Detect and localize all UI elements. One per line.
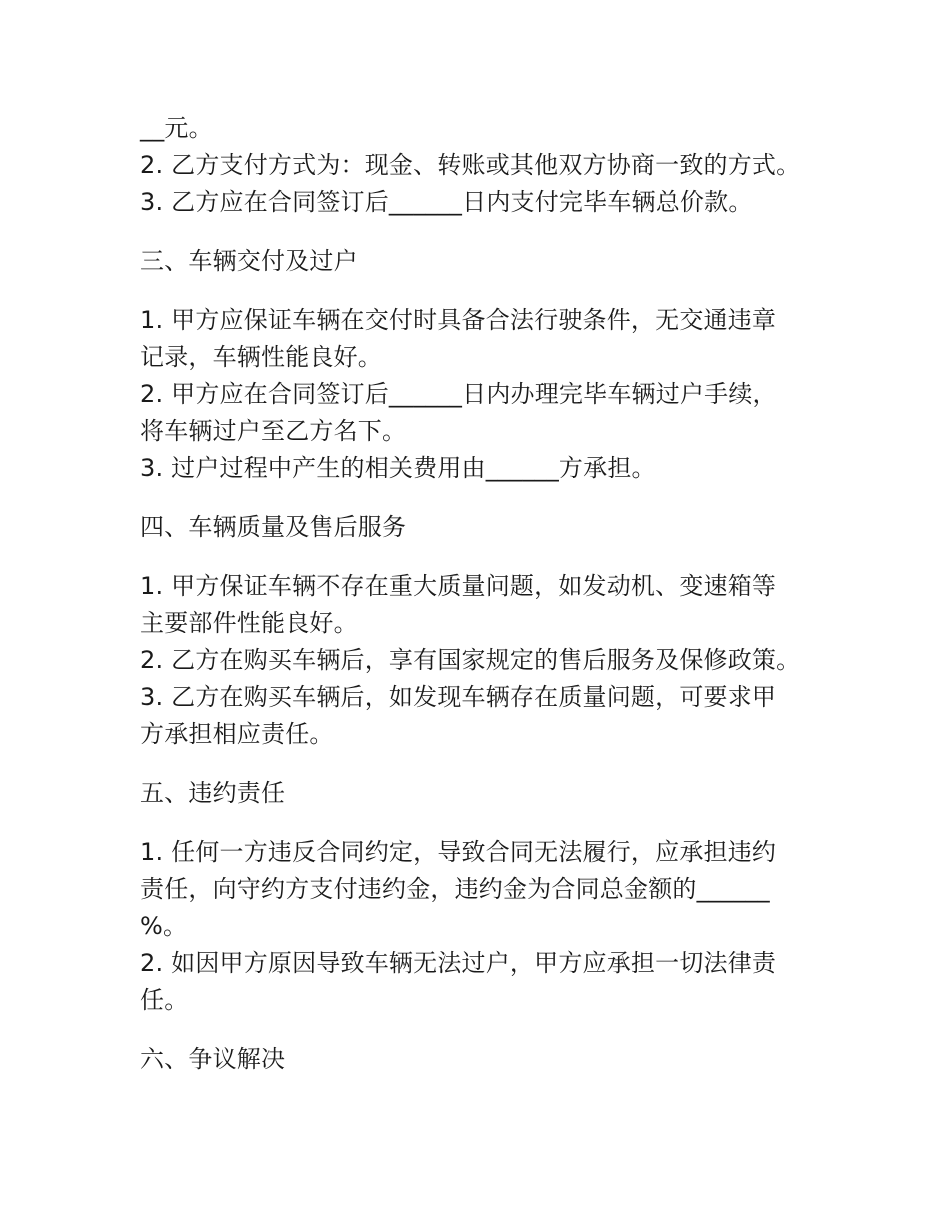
delivery-clause-1-line-2: 记录，车辆性能良好。 bbox=[140, 343, 382, 371]
section-heading-delivery: 三、车辆交付及过户 bbox=[140, 247, 358, 275]
quality-clause-2: 2. 乙方在购买车辆后，享有国家规定的售后服务及保修政策。 bbox=[140, 646, 801, 674]
payment-method-clause: 2. 乙方支付方式为：现金、转账或其他双方协商一致的方式。 bbox=[140, 151, 801, 179]
section-gap bbox=[140, 546, 812, 568]
section-gap bbox=[140, 221, 812, 243]
delivery-clause-1-line-1: 1. 甲方应保证车辆在交付时具备合法行驶条件，无交通违章 bbox=[140, 306, 777, 334]
section-heading-quality: 四、车辆质量及售后服务 bbox=[140, 513, 407, 541]
quality-clause-1-line-1: 1. 甲方保证车辆不存在重大质量问题，如发动机、变速箱等 bbox=[140, 572, 777, 600]
delivery-clause-3: 3. 过户过程中产生的相关费用由______方承担。 bbox=[140, 454, 656, 482]
quality-clause-3-line-1: 3. 乙方在购买车辆后，如发现车辆存在质量问题，可要求甲 bbox=[140, 683, 777, 711]
delivery-clause-2-line-2: 将车辆过户至乙方名下。 bbox=[140, 417, 407, 445]
quality-clause-1-line-2: 主要部件性能良好。 bbox=[140, 609, 358, 637]
section-gap bbox=[140, 1019, 812, 1041]
breach-clause-1-line-3: %。 bbox=[140, 912, 188, 940]
document-body bbox=[140, 110, 812, 1078]
quality-clause-3-line-2: 方承担相应责任。 bbox=[140, 720, 334, 748]
section-gap bbox=[140, 753, 812, 775]
delivery-clause-2-line-1: 2. 甲方应在合同签订后______日内办理完毕车辆过户手续， bbox=[140, 380, 777, 408]
breach-clause-2-line-2: 任。 bbox=[140, 986, 189, 1014]
breach-clause-1-line-1: 1. 任何一方违反合同约定，导致合同无法履行，应承担违约 bbox=[140, 838, 777, 866]
section-gap bbox=[140, 812, 812, 834]
breach-clause-2-line-1: 2. 如因甲方原因导致车辆无法过户，甲方应承担一切法律责 bbox=[140, 949, 777, 977]
breach-clause-1-line-2: 责任，向守约方支付违约金，违约金为合同总金额的______ bbox=[140, 875, 770, 903]
payment-deadline-clause: 3. 乙方应在合同签订后______日内支付完毕车辆总价款。 bbox=[140, 188, 753, 216]
payment-amount-tail: __元。 bbox=[140, 114, 213, 142]
section-heading-dispute: 六、争议解决 bbox=[140, 1045, 286, 1073]
section-heading-breach: 五、违约责任 bbox=[140, 779, 286, 807]
section-gap bbox=[140, 487, 812, 509]
section-gap bbox=[140, 280, 812, 302]
